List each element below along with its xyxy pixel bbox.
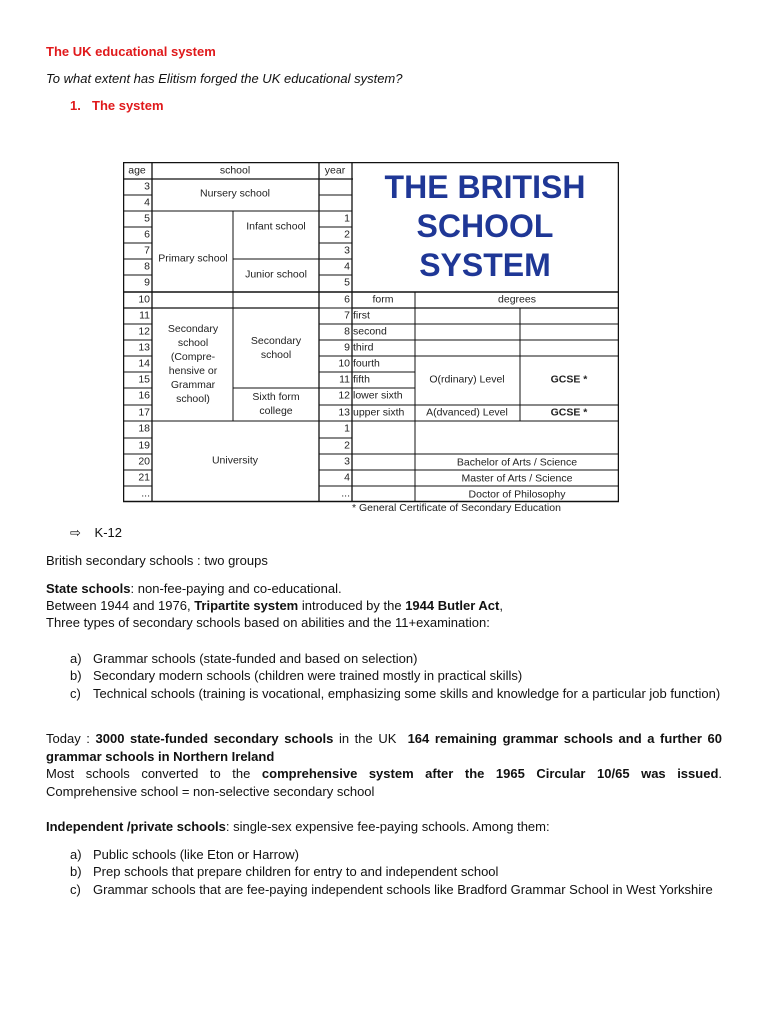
- figure-title-line: THE BRITISH: [384, 169, 586, 205]
- k12-bullet: [70, 524, 270, 542]
- university-label: University: [211, 454, 259, 467]
- year-cell: 4: [344, 471, 350, 484]
- form-cell: fourth: [353, 357, 380, 370]
- year-cell: 7: [344, 309, 350, 322]
- independent-schools-line: [46, 818, 722, 836]
- list-item: [70, 667, 722, 685]
- list-text: Grammar schools that are fee-paying independent schools like Bradford Grammar School in West Yorkshire: [93, 882, 713, 897]
- age-cell: 13: [138, 341, 150, 354]
- school-system-figure: [123, 162, 619, 503]
- age-cell: 18: [138, 422, 150, 435]
- form-cell: lower sixth: [353, 389, 403, 402]
- age-cell: 21: [138, 471, 150, 484]
- gcse-label: GCSE *: [550, 373, 588, 386]
- figure-footnote: * General Certificate of Secondary Education: [352, 502, 561, 514]
- text-run: Most schools converted to the: [46, 766, 262, 781]
- sixth-form-label: [236, 390, 316, 418]
- age-cell: 15: [138, 373, 150, 386]
- age-cell: ...: [141, 487, 150, 500]
- year-cell: ...: [341, 487, 350, 500]
- tripartite-term: Tripartite system: [194, 598, 299, 613]
- grammar-school-count: 164 remaining grammar schools and a further 60 grammar schools in Northern Ireland: [46, 731, 722, 764]
- label-line: hensive or: [168, 365, 218, 377]
- list-marker: a): [70, 651, 82, 666]
- year-cell: 2: [344, 439, 350, 452]
- section-title: The system: [92, 98, 164, 113]
- arrow-icon: ⇨: [70, 525, 81, 540]
- age-cell: 5: [144, 212, 150, 225]
- three-types-line: Three types of secondary schools based on abilities and the 11+examination:: [46, 615, 490, 630]
- text-run: Today :: [46, 731, 96, 746]
- k12-text: K-12: [94, 525, 122, 540]
- document-title: The UK educational system: [46, 44, 216, 59]
- year-cell: 8: [344, 325, 350, 338]
- list-marker: b): [70, 668, 82, 683]
- most-schools-line: [46, 765, 722, 783]
- form-cell: fifth: [353, 373, 370, 386]
- age-cell: 8: [144, 260, 150, 273]
- list-item: [70, 650, 722, 668]
- header-year: year: [324, 164, 346, 177]
- butler-act-term: 1944 Butler Act: [405, 598, 500, 613]
- list-marker: c): [70, 882, 81, 897]
- text-run: Between 1944 and 1976,: [46, 598, 195, 613]
- year-cell: 6: [344, 293, 350, 306]
- label-line: school: [260, 349, 292, 361]
- label-line: college: [259, 405, 293, 417]
- label-line: Sixth form: [252, 391, 300, 403]
- age-cell: 17: [138, 406, 150, 419]
- state-schools-desc: : non-fee-paying and co-educational.: [130, 581, 342, 596]
- age-cell: 9: [144, 276, 150, 289]
- infant-school-label: Infant school: [246, 220, 306, 233]
- year-cell: 9: [344, 341, 350, 354]
- age-cell: 19: [138, 439, 150, 452]
- age-cell: 12: [138, 325, 150, 338]
- year-cell: 12: [338, 389, 350, 402]
- degree-master: Master of Arts / Science: [461, 472, 573, 485]
- state-schools-line: [46, 580, 722, 598]
- o-level-label: O(rdinary) Level: [429, 373, 505, 386]
- nursery-school-label: Nursery school: [199, 187, 271, 200]
- form-cell: upper sixth: [353, 406, 405, 419]
- text-run: .: [718, 766, 723, 781]
- header-form: form: [372, 293, 394, 306]
- age-cell: 10: [138, 293, 150, 306]
- list-item: [70, 846, 722, 864]
- year-cell: 3: [344, 455, 350, 468]
- a-level-label: A(dvanced) Level: [426, 406, 508, 419]
- form-cell: second: [353, 325, 387, 338]
- list-text: Prep schools that prepare children for entry to and independent school: [93, 864, 499, 879]
- state-schools-label: State schools: [46, 581, 131, 596]
- age-cell: 11: [139, 309, 150, 322]
- header-age: age: [128, 164, 146, 177]
- header-school: school: [219, 164, 251, 177]
- independent-schools-desc: : single-sex expensive fee-paying schools. Among them:: [225, 819, 550, 834]
- gcse-label: GCSE *: [550, 406, 588, 419]
- comprehensive-definition: Comprehensive school = non-selective secondary school: [46, 784, 375, 799]
- age-cell: 3: [144, 180, 150, 193]
- text-run: introduced by the: [298, 598, 406, 613]
- label-line: (Compre-: [170, 351, 216, 363]
- research-question: To what extent has Elitism forged the UK educational system?: [46, 71, 403, 86]
- list-marker: a): [70, 847, 82, 862]
- text-run: in the UK: [333, 731, 408, 746]
- list-text: Secondary modern schools (children were trained mostly in practical skills): [93, 668, 523, 683]
- age-cell: 20: [138, 455, 150, 468]
- text-run: ,: [499, 598, 503, 613]
- age-cell: 6: [144, 228, 150, 241]
- section-number: 1.: [70, 98, 81, 113]
- junior-school-label: Junior school: [245, 268, 307, 281]
- form-cell: first: [353, 309, 370, 322]
- year-cell: 3: [344, 244, 350, 257]
- list-item: [70, 863, 722, 881]
- year-cell: 10: [338, 357, 350, 370]
- independent-schools-label: Independent /private schools: [46, 819, 226, 834]
- figure-title-line: SCHOOL: [416, 208, 554, 244]
- label-line: Secondary: [167, 323, 219, 335]
- primary-school-label: Primary school: [158, 252, 228, 265]
- comprehensive-system-term: comprehensive system after the 1965 Circular 10/65 was issued: [261, 766, 719, 781]
- age-cell: 7: [144, 244, 150, 257]
- degree-bachelor: Bachelor of Arts / Science: [456, 456, 578, 469]
- list-text: Grammar schools (state-funded and based on selection): [93, 651, 418, 666]
- label-line: school): [176, 393, 210, 405]
- year-cell: 13: [338, 406, 350, 419]
- form-cell: third: [353, 341, 374, 354]
- age-cell: 16: [138, 389, 150, 402]
- label-line: Grammar: [170, 379, 216, 391]
- today-paragraph: [46, 730, 722, 765]
- header-degrees: degrees: [498, 293, 536, 306]
- label-line: school: [177, 337, 209, 349]
- groups-line: British secondary schools : two groups: [46, 553, 268, 568]
- state-funded-count: 3000 state-funded secondary schools: [95, 731, 334, 746]
- year-cell: 5: [344, 276, 350, 289]
- year-cell: 1: [344, 212, 350, 225]
- degree-doctor: Doctor of Philosophy: [468, 488, 566, 501]
- tripartite-line: [46, 597, 722, 615]
- year-cell: 4: [344, 260, 350, 273]
- label-line: Secondary: [250, 335, 302, 347]
- list-text: Technical schools (training is vocational, emphasizing some skills and knowledge for a particular job function): [93, 686, 721, 701]
- secondary-school-label: [236, 334, 316, 362]
- year-cell: 11: [339, 373, 350, 386]
- secondary-comprehensive-label: [155, 322, 231, 406]
- year-cell: 1: [344, 422, 350, 435]
- figure-title-line: SYSTEM: [419, 247, 551, 283]
- list-text: Public schools (like Eton or Harrow): [93, 847, 299, 862]
- year-cell: 2: [344, 228, 350, 241]
- age-cell: 4: [144, 196, 150, 209]
- age-cell: 14: [138, 357, 150, 370]
- list-item: [70, 685, 722, 703]
- list-marker: c): [70, 686, 81, 701]
- list-item: [70, 881, 722, 899]
- figure-title: [355, 168, 615, 285]
- list-marker: b): [70, 864, 82, 879]
